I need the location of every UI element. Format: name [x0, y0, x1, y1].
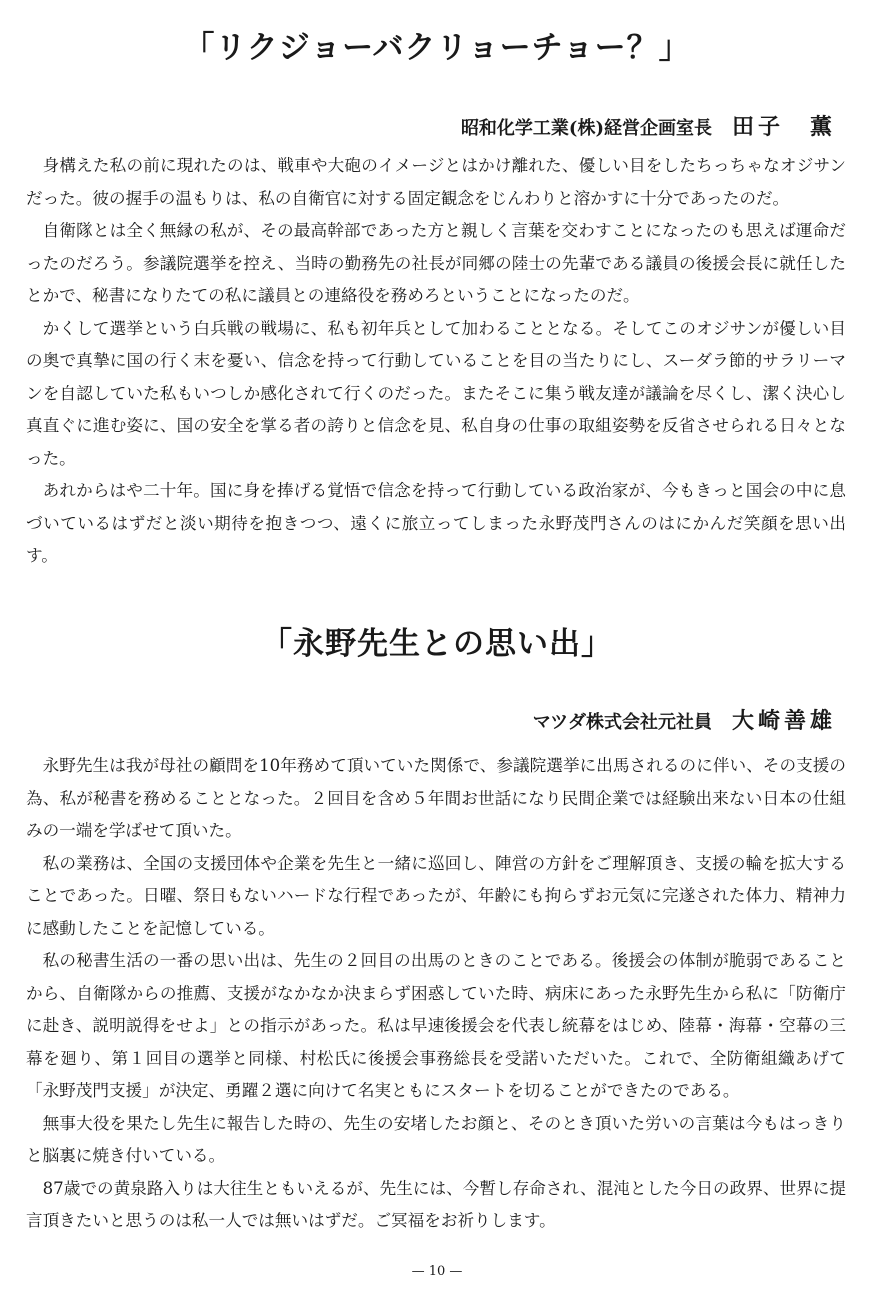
- paragraph: 私の秘書生活の一番の思い出は、先生の２回目の出馬のときのことである。後援会の体制が脆弱であることから、自衛隊からの推薦、支援がなかなか決まらず困惑していた時、病床にあった永野先生から私に「防衛庁に赴き、説明説得をせよ」との指示があった。私は早速後援会を代表し統幕をはじめ、陸幕・海幕・空幕の三幕を廻り、第１回目の選挙と同様、村松氏に後援会事務総長を受諾いただいた。これで、全防衛組織あげて「永野茂門支援」が決定、勇躍２選に向けて名実ともにスタートを切ることができたのである。: [26, 951, 846, 1100]
- paragraph: 87歳での黄泉路入りは大往生ともいえるが、先生には、今暫し存命され、混沌とした今日の政界、世界に提言頂きたいと思うのは私一人では無いはずだ。ご冥福をお祈りします。: [26, 1178, 846, 1230]
- page-number: — 10 —: [411, 1264, 463, 1279]
- section-title: 「永野先生との思い出」: [261, 626, 613, 662]
- author-name: 大崎善雄: [731, 708, 836, 734]
- author-organization: マツダ株式会社元社員: [532, 712, 712, 733]
- paragraph: 無事大役を果たし先生に報告した時の、先生の安堵したお顔と、そのとき頂いた労いの言葉は今もはっきりと脳裏に焼き付いている。: [26, 1113, 846, 1165]
- author-organization: 昭和化学工業(株)経営企画室長: [460, 118, 712, 139]
- paragraph: かくして選挙という白兵戦の戦場に、私も初年兵として加わることとなる。そしてこのオジサンが優しい目の奥で真摯に国の行く末を憂い、信念を持って行動していることを目の当たりにし、スーダラ節的サラリーマンを自認していた私もいつしか感化されて行くのだった。またそこに集う戦友達が議論を尽くし、潔く決心し真直ぐに進む姿に、国の安全を掌る者の誇りと信念を見、私自身の仕事の取組姿勢を反省させられる日々となった。: [26, 318, 846, 468]
- author-byline: [533, 704, 836, 735]
- article-body: [26, 750, 846, 1250]
- paragraph: 永野先生は我が母社の顧問を10年務めて頂いていた関係で、参議院選挙に出馬されるのに伴い、その支援の為、私が秘書を務めることとなった。２回目を含め５年間お世話になり民間企業では経験出来ない日本の仕組みの一端を学ばせて頂いた。: [26, 756, 846, 840]
- section-title: 「リクジョーバクリョーチョー？」: [183, 30, 691, 66]
- paragraph: 身構えた私の前に現れたのは、戦車や大砲のイメージとはかけ離れた、優しい目をしたちっちゃなオジサンだった。彼の握手の温もりは、私の自衛官に対する固定観念をじんわりと溶かすに十分であったのだ。: [26, 156, 846, 208]
- paragraph: 私の業務は、全国の支援団体や企業を先生と一緒に巡回し、陣営の方針をご理解頂き、支援の輪を拡大することであった。日曜、祭日もないハードな行程であったが、年齢にも拘らずお元気に完遂された体力、精神力に感動したことを記憶している。: [26, 853, 846, 938]
- paragraph: 自衛隊とは全く無縁の私が、その最高幹部であった方と親しく言葉を交わすことになったのも思えば運命だったのだろう。参議院選挙を控え、当時の勤務先の社長が同郷の陸士の先輩である議員の後援会長に就任したとかで、秘書になりたての私に議員との連絡役を務めろということになったのだ。: [26, 221, 846, 305]
- paragraph: あれからはや二十年。国に身を捧げる覚悟で信念を持って行動している政治家が、今もきっと国会の中に息づいているはずだと淡い期待を抱きつつ、遠くに旅立ってしまった永野茂門さんのはにかんだ笑顔を思い出す。: [26, 481, 846, 565]
- author-byline: [461, 110, 836, 141]
- author-name: 田子 薫: [731, 114, 836, 140]
- article-body: [26, 150, 846, 573]
